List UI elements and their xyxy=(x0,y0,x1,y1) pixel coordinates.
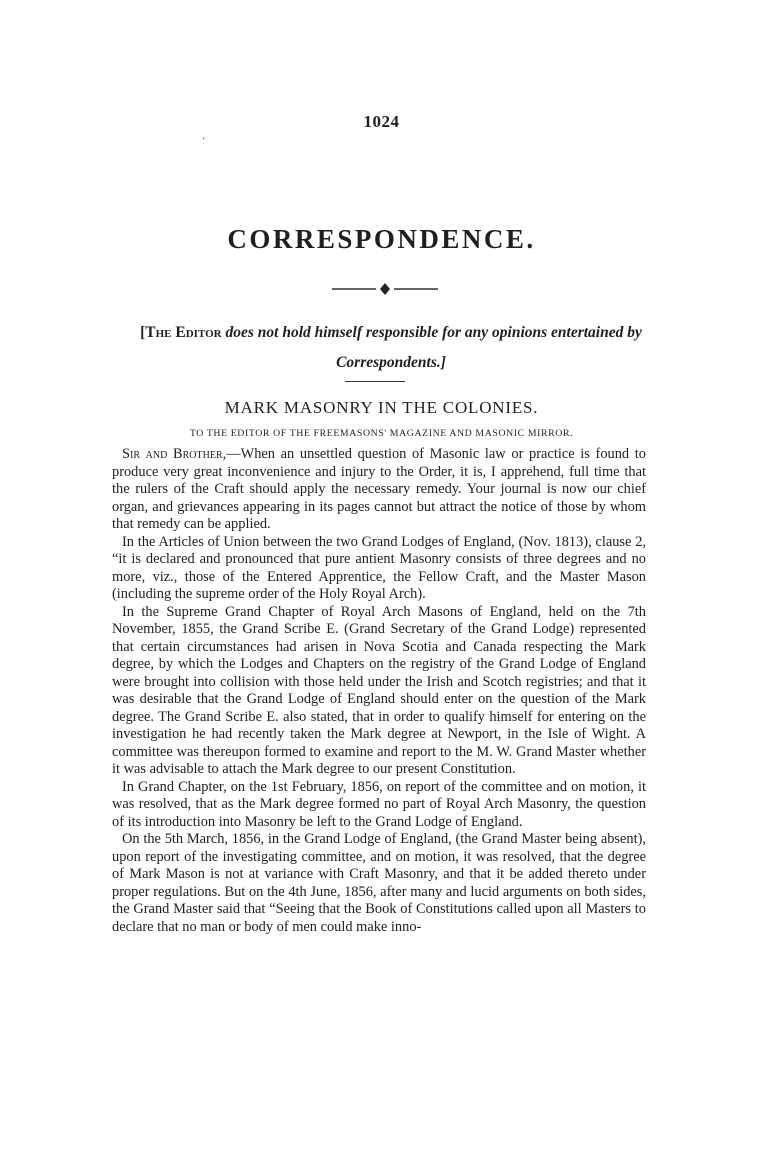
page-number: 1024 xyxy=(363,112,400,131)
article-body xyxy=(112,446,646,936)
section-title: CORRESPONDENCE. xyxy=(227,224,536,254)
article-title: MARK MASONRY IN THE COLONIES. xyxy=(224,398,539,417)
paragraph-5: On the 5th March, 1856, in the Grand Lodge of England, (the Grand Master being absent), upon report of the investigating committee, and on motion, it was resolved, that the degree of Mark Mason is not at variance with Craft Masonry, and that it be added thereto under proper regulations. But on the 4th June, 1856, after many and lucid arguments on both sides, the Grand Master said that “Seeing that the Book of Constitutions called upon all Masters to declare that no man or body of men could make inno- xyxy=(112,831,646,935)
editor-note-text: does not hold himself responsible for any opinions entertained by Correspondents.] xyxy=(221,324,642,371)
stray-mark: ‘ xyxy=(202,136,206,147)
paragraph-2: In the Articles of Union between the two Grand Lodges of England, (Nov. 1813), clause 2, “it is declared and pronounced that pure antient Masonry consists of three degrees and no more, viz., those of the Entered Apprentice, the Fellow Craft, and the Master Mason (including the supreme order of the Holy Royal Arch). xyxy=(112,533,646,602)
salutation: Sir and Brother, xyxy=(122,446,227,462)
editor-note-prefix: [The Editor xyxy=(140,324,222,341)
paragraph-1 xyxy=(112,446,646,534)
article-addressee: TO THE EDITOR OF THE FREEMASONS' MAGAZINE AND MASONIC MIRROR. xyxy=(189,428,574,439)
editor-note xyxy=(136,318,646,378)
paragraph-4: In Grand Chapter, on the 1st February, 1856, on report of the committee and on motion, it was resolved, that as the Mark degree formed no part of Royal Arch Masonry, the question of its introduction into Masonry be left to the Grand Lodge of England. xyxy=(112,778,646,830)
paragraph-1-text: —When an unsettled question of Masonic law or practice is found to produce very great inconvenience and injury to the Order, it is, I apprehend, full time that the rulers of the Craft should apply the necessary remedy. Your journal is now our chief organ, and grievances appearing in its pages cannot but attract the notice of those by whom that remedy can be applied. xyxy=(112,446,646,532)
short-rule-divider xyxy=(345,381,405,382)
paragraph-3: In the Supreme Grand Chapter of Royal Arch Masons of England, held on the 7th November, 1855, the Grand Scribe E. (Grand Secretary of the Grand Lodge) represented that certain circumstances had arisen in Nova Scotia and Canada respecting the Mark degree, by which the Lodges and Chapters on the registry of the Grand Lodge of England were brought into collision with those held under the Irish and Scotch registries; and that it was desirable that the Grand Lodge of England should enter on the question of the Mark degree. The Grand Scribe E. also stated, that in order to qualify himself for entering on the investigation he had recently taken the Mark degree at Newport, in the Isle of Wight. A committee was thereupon formed to examine and report to the M. W. Grand Master whether it was advisable to attach the Mark degree to our present Constitution. xyxy=(112,603,646,777)
ornament-divider-icon xyxy=(330,282,440,296)
